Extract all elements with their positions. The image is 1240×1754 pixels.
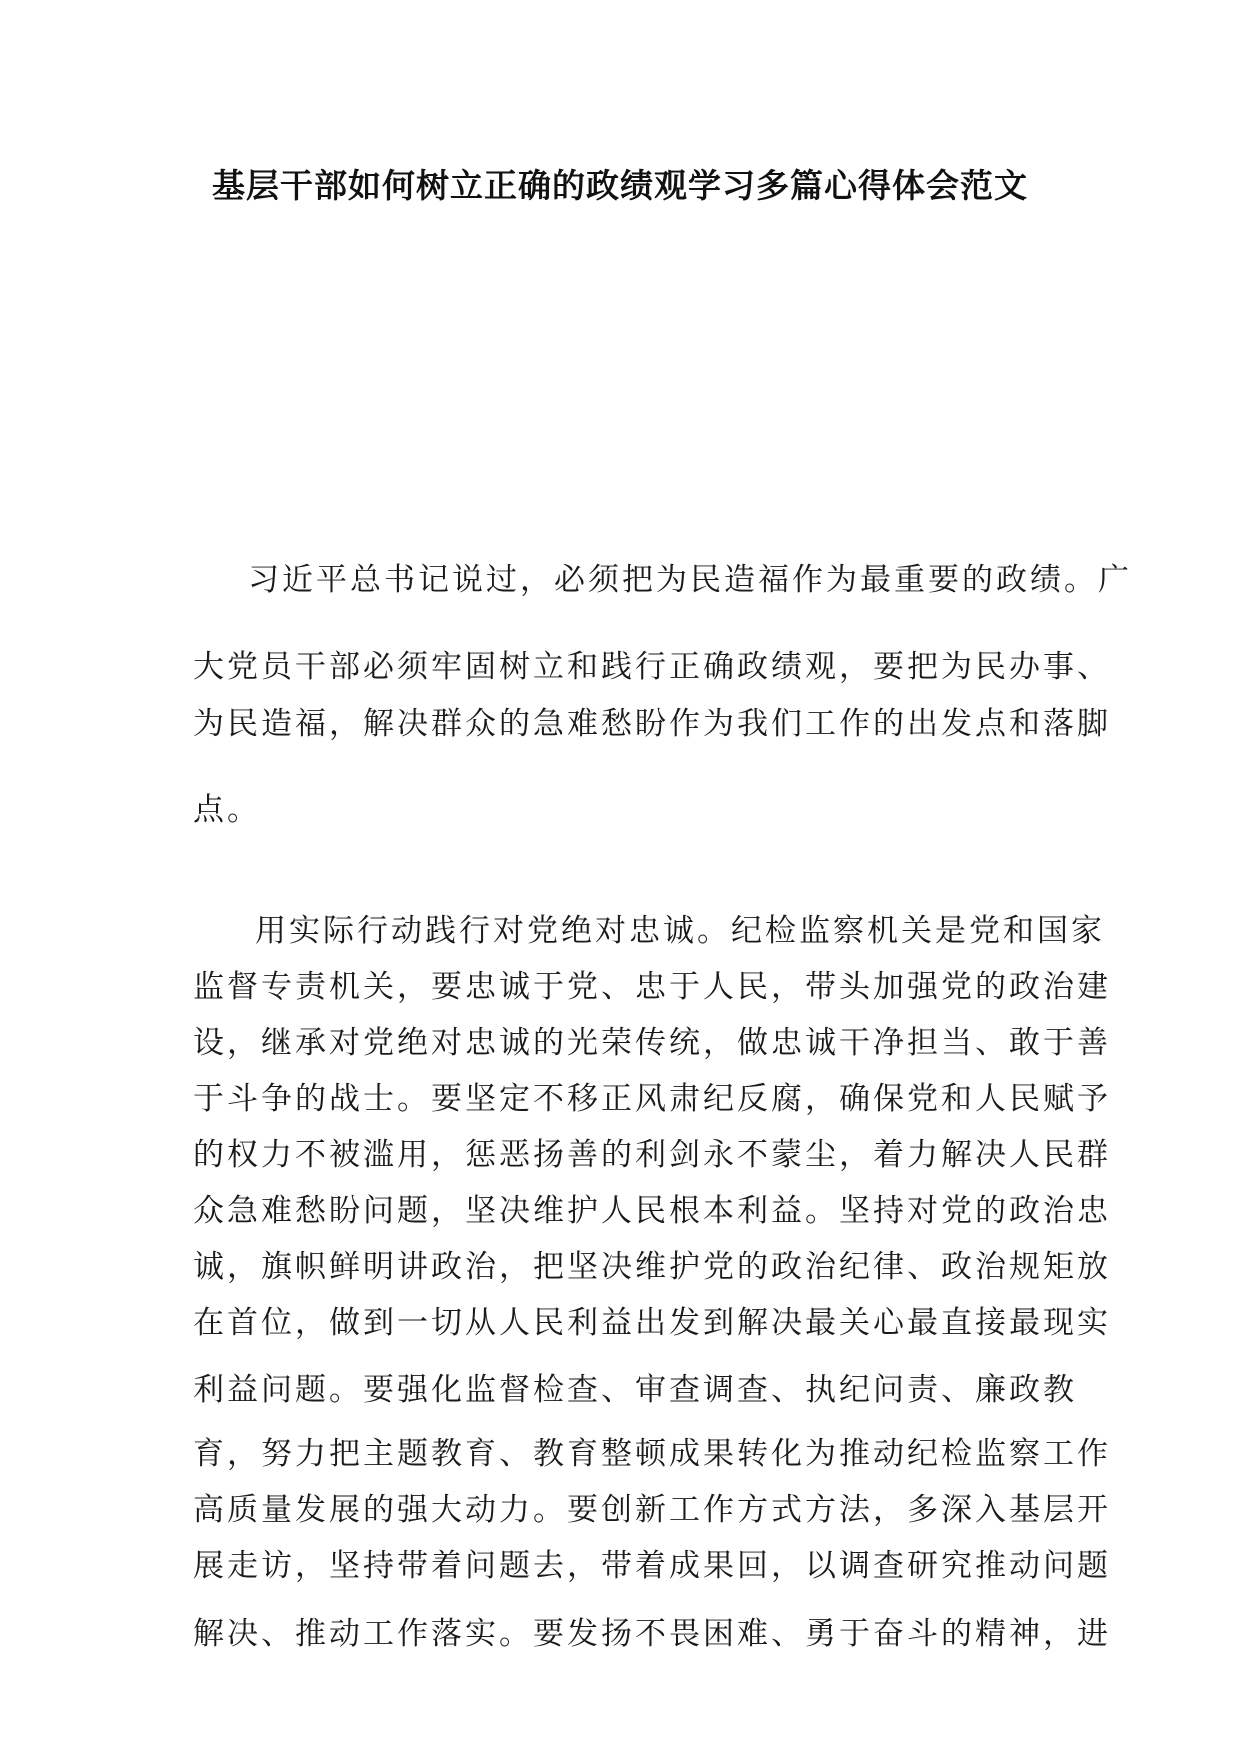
paragraph-line: 诚，旗帜鲜明讲政治，把坚决维护党的政治纪律、政治规矩放 [193, 1249, 1111, 1285]
paragraph-line: 于斗争的战士。要坚定不移正风肃纪反腐，确保党和人民赋予 [193, 1081, 1111, 1117]
paragraph-line: 的权力不被滥用，惩恶扬善的利剑永不蒙尘，着力解决人民群 [193, 1137, 1111, 1173]
paragraph-line: 大党员干部必须牢固树立和践行正确政绩观，要把为民办事、 [193, 649, 1111, 685]
paragraph-line: 监督专责机关，要忠诚于党、忠于人民，带头加强党的政治建 [193, 969, 1111, 1005]
paragraph-line: 用实际行动践行对党绝对忠诚。纪检监察机关是党和国家 [255, 913, 1105, 949]
paragraph-line: 众急难愁盼问题，坚决维护人民根本利益。坚持对党的政治忠 [193, 1193, 1111, 1229]
paragraph-line: 习近平总书记说过，必须把为民造福作为最重要的政绩。广 [248, 562, 1132, 598]
paragraph-line: 在首位，做到一切从人民利益出发到解决最关心最直接最现实 [193, 1305, 1111, 1341]
document-title: 基层干部如何树立正确的政绩观学习多篇心得体会范文 [212, 166, 1028, 205]
paragraph-line: 解决、推动工作落实。要发扬不畏困难、勇于奋斗的精神，进 [193, 1616, 1111, 1652]
paragraph-line: 设，继承对党绝对忠诚的光荣传统，做忠诚干净担当、敢于善 [193, 1025, 1111, 1061]
paragraph-line: 利益问题。要强化监督检查、审查调查、执纪问责、廉政教 [193, 1372, 1077, 1408]
paragraph-line: 为民造福，解决群众的急难愁盼作为我们工作的出发点和落脚 [193, 706, 1111, 742]
paragraph-line: 高质量发展的强大动力。要创新工作方式方法，多深入基层开 [193, 1492, 1111, 1528]
paragraph-line: 点。 [193, 792, 261, 828]
paragraph-line: 育，努力把主题教育、教育整顿成果转化为推动纪检监察工作 [193, 1436, 1111, 1472]
paragraph-line: 展走访，坚持带着问题去，带着成果回，以调查研究推动问题 [193, 1548, 1111, 1584]
